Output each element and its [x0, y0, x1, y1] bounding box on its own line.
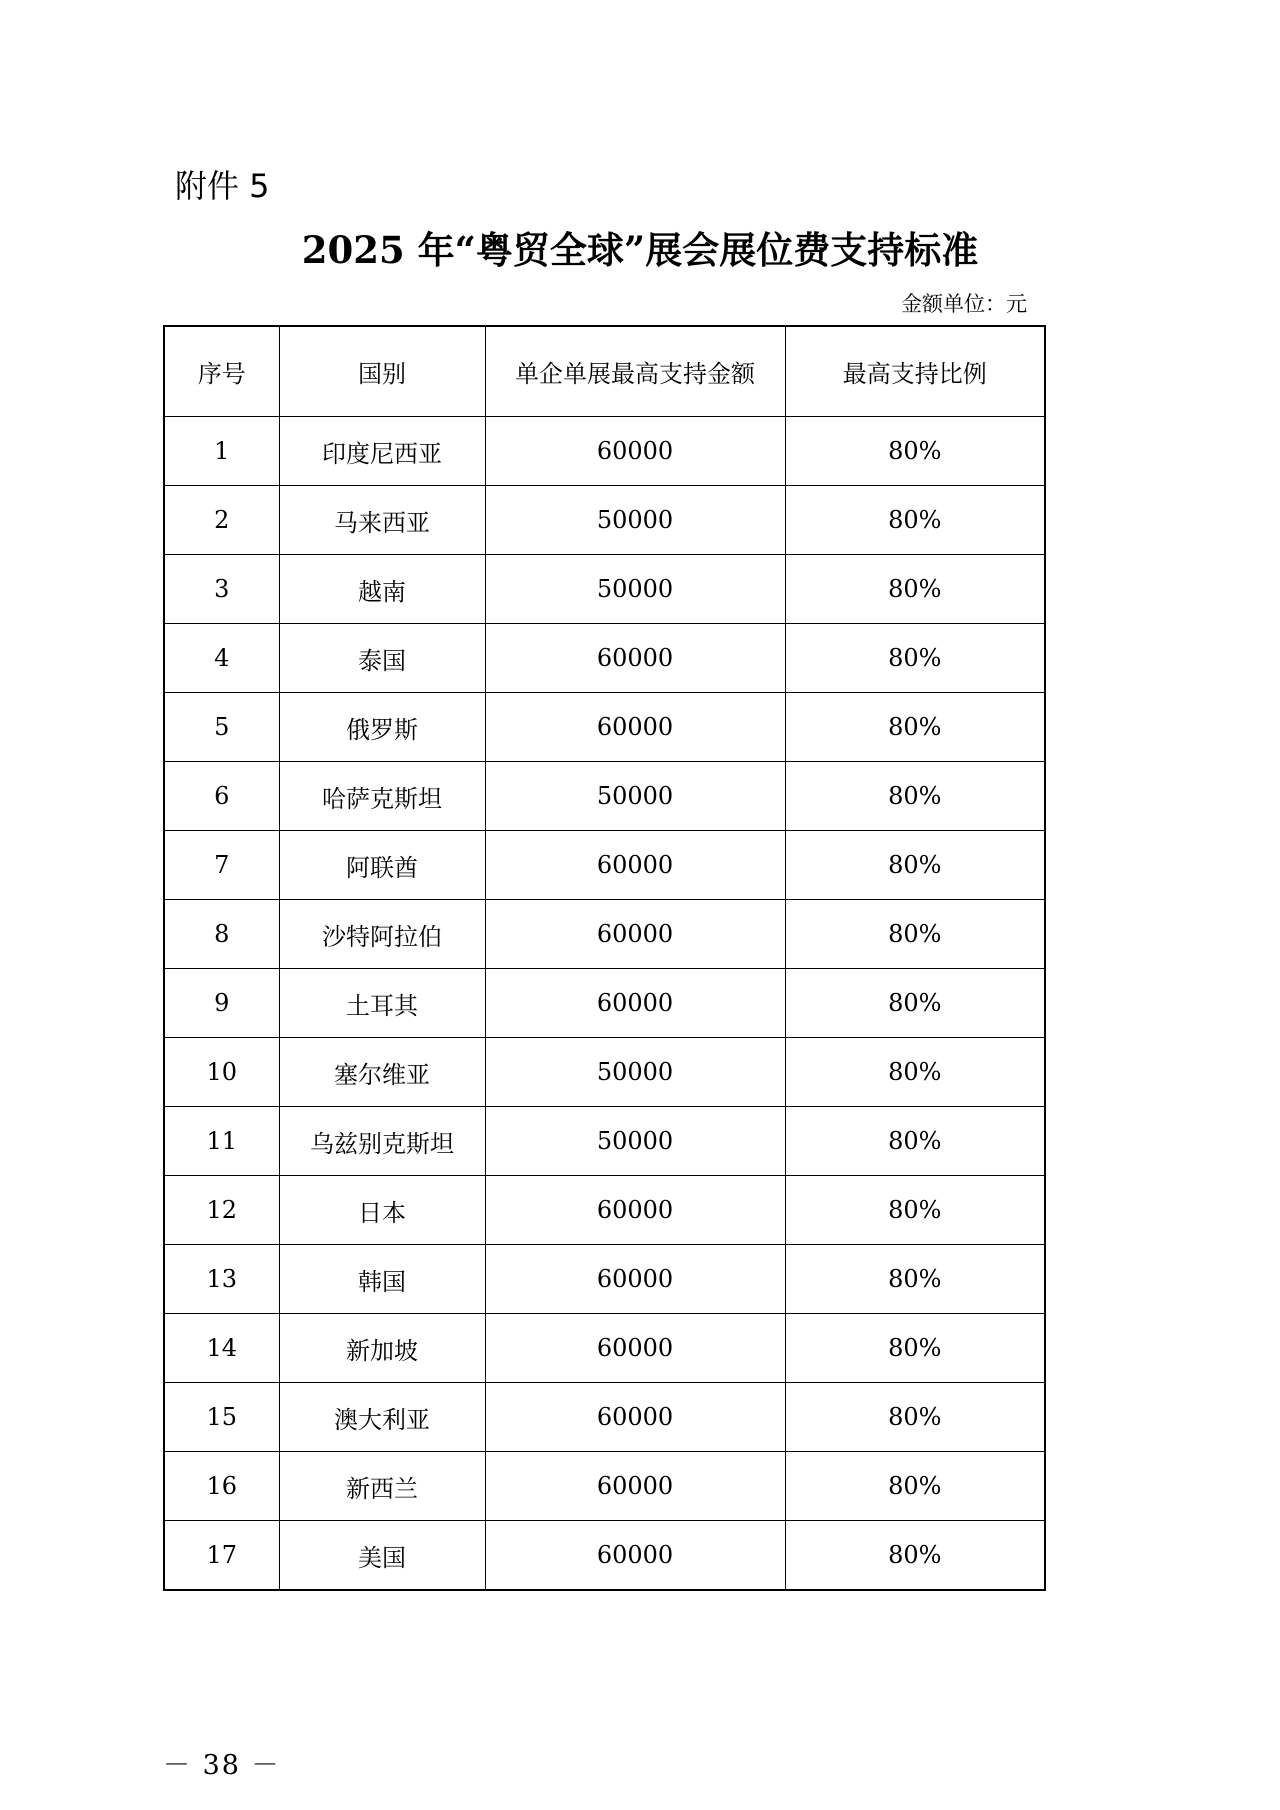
cell-ratio: 80%: [785, 486, 1045, 555]
cell-ratio: 80%: [785, 417, 1045, 486]
table-row: [164, 624, 1045, 693]
cell-amount: 60000: [485, 969, 785, 1038]
cell-amount: 50000: [485, 555, 785, 624]
cell-country: 新西兰: [279, 1452, 485, 1521]
cell-ratio: 80%: [785, 831, 1045, 900]
cell-ratio: 80%: [785, 1452, 1045, 1521]
cell-country: 俄罗斯: [279, 693, 485, 762]
page-number: － 38 －: [163, 1750, 281, 1781]
table-row: [164, 486, 1045, 555]
cell-amount: 60000: [485, 1452, 785, 1521]
cell-country: 日本: [279, 1176, 485, 1245]
unit-note: 金额单位：元: [901, 292, 1027, 316]
cell-no: 12: [164, 1176, 279, 1245]
cell-no: 13: [164, 1245, 279, 1314]
table-header: [164, 326, 1045, 417]
header-ratio: 最高支持比例: [785, 326, 1045, 417]
cell-ratio: 80%: [785, 555, 1045, 624]
cell-amount: 60000: [485, 831, 785, 900]
cell-country: 阿联酋: [279, 831, 485, 900]
cell-amount: 60000: [485, 1245, 785, 1314]
cell-no: 6: [164, 762, 279, 831]
cell-country: 乌兹别克斯坦: [279, 1107, 485, 1176]
table-row: [164, 555, 1045, 624]
table-row: [164, 969, 1045, 1038]
table-row: [164, 762, 1045, 831]
cell-ratio: 80%: [785, 900, 1045, 969]
cell-country: 印度尼西亚: [279, 417, 485, 486]
document-title: 2025 年“粤贸全球”展会展位费支持标准: [301, 228, 979, 272]
support-standards-table: [163, 325, 1046, 1591]
cell-no: 17: [164, 1521, 279, 1591]
cell-ratio: 80%: [785, 1521, 1045, 1591]
cell-amount: 50000: [485, 486, 785, 555]
cell-amount: 60000: [485, 900, 785, 969]
cell-no: 4: [164, 624, 279, 693]
cell-country: 塞尔维亚: [279, 1038, 485, 1107]
table-row: [164, 1452, 1045, 1521]
cell-no: 9: [164, 969, 279, 1038]
cell-country: 沙特阿拉伯: [279, 900, 485, 969]
table-row: [164, 1107, 1045, 1176]
cell-ratio: 80%: [785, 1107, 1045, 1176]
header-amount: 单企单展最高支持金额: [485, 326, 785, 417]
header-no: 序号: [164, 326, 279, 417]
cell-amount: 60000: [485, 1521, 785, 1591]
cell-amount: 60000: [485, 1314, 785, 1383]
table-row: [164, 1314, 1045, 1383]
cell-amount: 50000: [485, 762, 785, 831]
table-row: [164, 1383, 1045, 1452]
cell-country: 美国: [279, 1521, 485, 1591]
table-row: [164, 693, 1045, 762]
cell-amount: 60000: [485, 624, 785, 693]
cell-ratio: 80%: [785, 1038, 1045, 1107]
table-row: [164, 1176, 1045, 1245]
cell-ratio: 80%: [785, 624, 1045, 693]
cell-country: 越南: [279, 555, 485, 624]
cell-ratio: 80%: [785, 762, 1045, 831]
cell-country: 泰国: [279, 624, 485, 693]
cell-ratio: 80%: [785, 1314, 1045, 1383]
table-row: [164, 1521, 1045, 1591]
cell-country: 韩国: [279, 1245, 485, 1314]
cell-amount: 60000: [485, 693, 785, 762]
attachment-label: 附件 5: [175, 167, 270, 205]
cell-ratio: 80%: [785, 969, 1045, 1038]
cell-amount: 50000: [485, 1038, 785, 1107]
cell-no: 1: [164, 417, 279, 486]
cell-country: 马来西亚: [279, 486, 485, 555]
header-row: [164, 326, 1045, 417]
table-row: [164, 417, 1045, 486]
cell-ratio: 80%: [785, 1245, 1045, 1314]
cell-country: 哈萨克斯坦: [279, 762, 485, 831]
cell-no: 2: [164, 486, 279, 555]
table-row: [164, 831, 1045, 900]
cell-country: 土耳其: [279, 969, 485, 1038]
table-body: [164, 417, 1045, 1591]
table-row: [164, 900, 1045, 969]
cell-no: 7: [164, 831, 279, 900]
header-country: 国别: [279, 326, 485, 417]
cell-amount: 60000: [485, 1383, 785, 1452]
table-row: [164, 1245, 1045, 1314]
cell-amount: 60000: [485, 1176, 785, 1245]
cell-no: 8: [164, 900, 279, 969]
cell-country: 澳大利亚: [279, 1383, 485, 1452]
cell-amount: 50000: [485, 1107, 785, 1176]
cell-no: 16: [164, 1452, 279, 1521]
cell-ratio: 80%: [785, 1383, 1045, 1452]
cell-no: 14: [164, 1314, 279, 1383]
cell-ratio: 80%: [785, 693, 1045, 762]
cell-no: 5: [164, 693, 279, 762]
cell-no: 11: [164, 1107, 279, 1176]
cell-no: 3: [164, 555, 279, 624]
cell-no: 15: [164, 1383, 279, 1452]
cell-no: 10: [164, 1038, 279, 1107]
cell-amount: 60000: [485, 417, 785, 486]
table-row: [164, 1038, 1045, 1107]
cell-ratio: 80%: [785, 1176, 1045, 1245]
cell-country: 新加坡: [279, 1314, 485, 1383]
